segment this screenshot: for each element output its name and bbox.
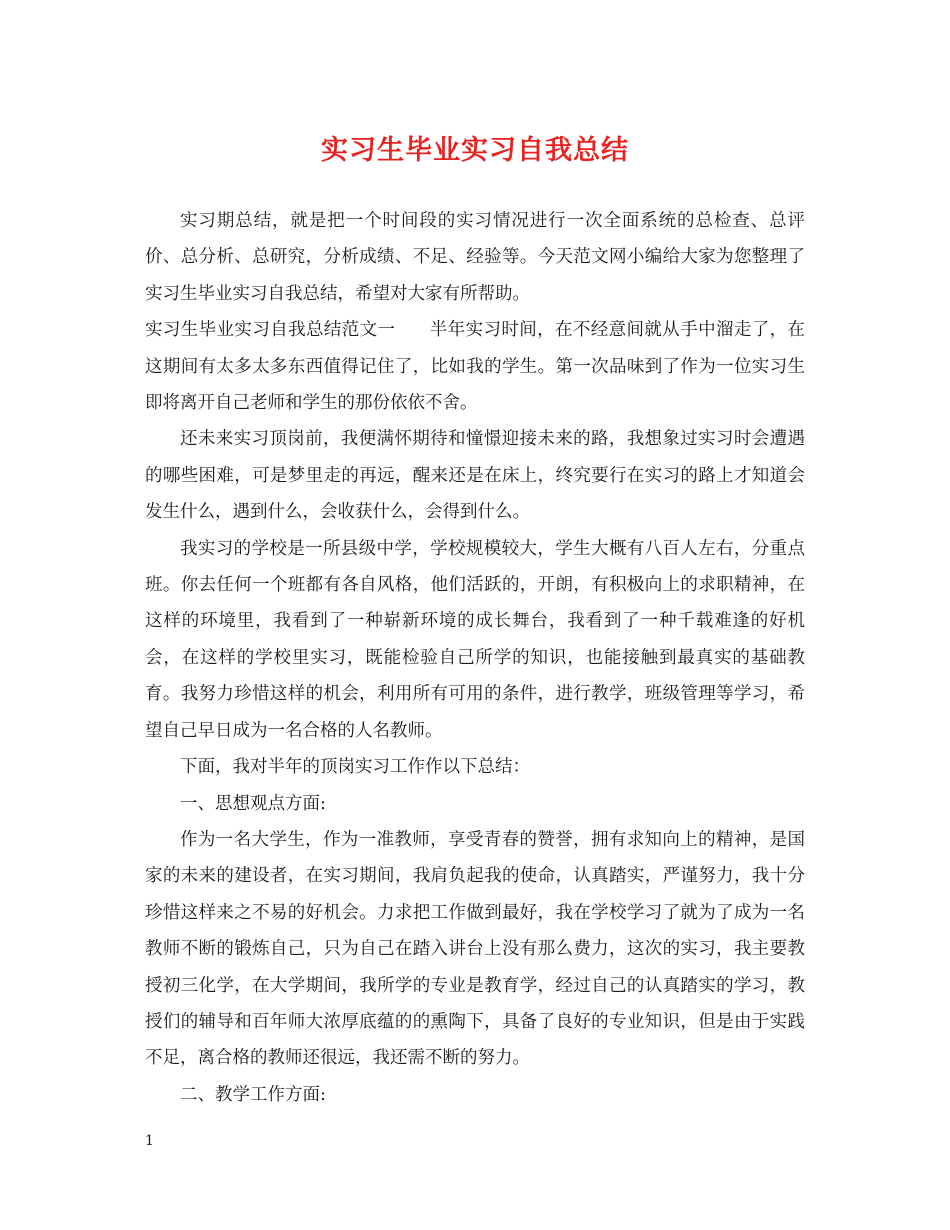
heading-thought: 一、思想观点方面: — [180, 793, 326, 814]
paragraph-summary-intro: 下面，我对半年的顶岗实习工作作以下总结： — [180, 757, 530, 778]
document-page — [145, 0, 805, 1230]
paragraph-before-internship: 还未来实习顶岗前，我便满怀期待和憧憬迎接未来的路，我想象过实习时会遭遇的哪些困难，可是梦里走的再远，醒来还是在床上，终究要行在实习的路上才知道会发生什么，遇到什么，会收获什么，会得到什么。 — [145, 429, 805, 523]
paragraph-school: 我实习的学校是一所县级中学，学校规模较大，学生大概有八百人左右，分重点班。你去任何一个班都有各自风格，他们活跃的，开朗，有积极向上的求职精神，在这样的环境里，我看到了一种崭新环境的成长舞台，我看到了一种千载难逢的好机会，在这样的学校里实习，既能检验自己所学的知识，也能接触到最真实的基础教育。我努力珍惜这样的机会，利用所有可用的条件，进行教学，班级管理等学习，希望自己早日成为一名合格的人名教师。 — [145, 538, 805, 741]
section-one-text: 半年实习时间，在不经意间就从手中溜走了，在这期间有太多太多东西值得记住了，比如我的学生。第一次品味到了作为一位实习生即将离开自己老师和学生的那份依依不舍。 — [145, 320, 806, 414]
page-number: 1 — [145, 1133, 154, 1149]
paragraph-section-one — [145, 312, 805, 421]
heading-teaching: 二、教学工作方面: — [180, 1084, 326, 1105]
document-body — [145, 203, 805, 1113]
paragraph-intro: 实习期总结，就是把一个时间段的实习情况进行一次全面系统的总检查、总评价、总分析、总研究，分析成绩、不足、经验等。今天范文网小编给大家为您整理了实习生毕业实习自我总结，希望对大家有所帮助。 — [145, 211, 805, 304]
section-label: 实习生毕业实习自我总结范文一 — [145, 320, 396, 341]
paragraph-thought: 作为一名大学生，作为一准教师，享受青春的赞誉，拥有求知向上的精神，是国家的未来的建设者，在实习期间，我肩负起我的使命，认真踏实，严谨努力，我十分珍惜这样来之不易的好机会。力求把工作做到最好，我在学校学习了就为了成为一名教师不断的锻炼自己，只为自己在踏入讲台上没有那么费力，这次的实习，我主要教授初三化学，在大学期间，我所学的专业是教育学，经过自己的认真踏实的学习，教授们的辅导和百年师大浓厚底蕴的的熏陶下，具备了良好的专业知识，但是由于实践不足，离合格的教师还很远，我还需不断的努力。 — [145, 829, 805, 1069]
document-title: 实习生毕业实习自我总结 — [321, 135, 629, 166]
